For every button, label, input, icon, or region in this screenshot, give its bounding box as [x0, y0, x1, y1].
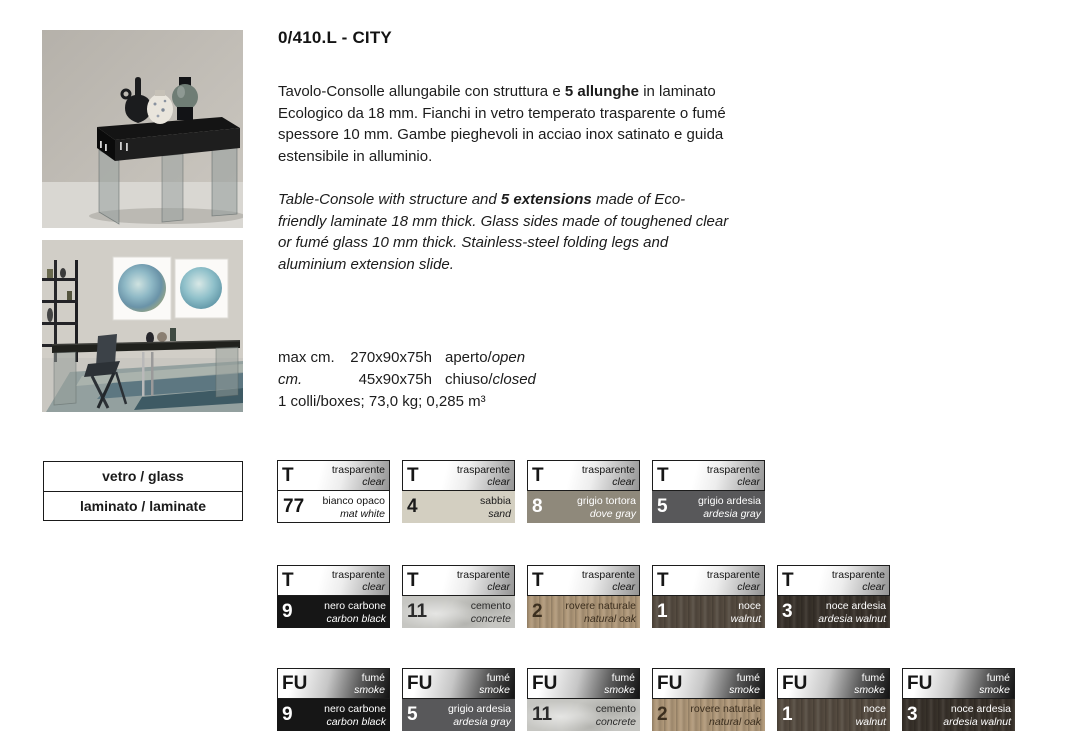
- finish-label-it: noce ardesia: [950, 703, 1011, 715]
- dim-open-state-en: open: [491, 349, 526, 366]
- laminate-finish: [402, 491, 515, 523]
- glass-label-en: smoke: [729, 684, 760, 696]
- dim-closed-size: 45x90x75h: [358, 371, 432, 388]
- glass-labels: [707, 464, 760, 488]
- glass-code: T: [282, 465, 294, 486]
- dim-open-size: 270x90x75h: [350, 349, 432, 366]
- glass-label-it: fumé: [611, 672, 635, 684]
- glass-code: FU: [532, 673, 558, 694]
- glass-finish-header: [527, 668, 640, 699]
- finish-label-it: cemento: [595, 703, 636, 715]
- finish-label-it: grigio tortora: [577, 495, 636, 507]
- glass-label-en: clear: [612, 476, 635, 488]
- finish-labels: [323, 495, 385, 520]
- glass-label-en: clear: [362, 476, 385, 488]
- dim-open-label: max cm.: [278, 349, 335, 366]
- laminate-finish: [277, 491, 390, 523]
- glass-code: T: [657, 570, 669, 591]
- dim-open-state: [445, 347, 536, 369]
- finish-label-en: concrete: [595, 715, 636, 728]
- description-english: [278, 189, 732, 275]
- laminate-finish: [277, 699, 390, 731]
- finish-code: 3: [907, 704, 918, 725]
- glass-label-en: smoke: [354, 684, 385, 696]
- finish-label-it: noce: [738, 600, 761, 612]
- finish-code: 3: [782, 601, 793, 622]
- finish-label-it: grigio ardesia: [447, 703, 511, 715]
- table-photo-illustration: [42, 240, 243, 412]
- laminate-finish: [402, 596, 515, 628]
- glass-labels: [832, 569, 885, 593]
- finish-label-en: ardesia walnut: [818, 612, 886, 625]
- material-swatch-t-5: [652, 460, 765, 523]
- legend-laminate-label: laminato / laminate: [44, 491, 242, 520]
- finish-label-it: nero carbone: [324, 703, 386, 715]
- glass-labels: [479, 672, 510, 696]
- glass-label-it: trasparente: [706, 464, 760, 476]
- glass-label-it: fumé: [986, 672, 1010, 684]
- packing-info: 1 colli/boxes; 73,0 kg; 0,285 m³: [278, 393, 486, 410]
- dim-closed-label: cm.: [278, 371, 303, 388]
- material-swatch-fu-5: [402, 668, 515, 731]
- finish-code: 4: [407, 496, 418, 517]
- glass-finish-header: [652, 668, 765, 699]
- material-swatch-t-9: [277, 565, 390, 628]
- glass-label-it: trasparente: [331, 569, 385, 581]
- finish-labels: [690, 703, 761, 728]
- glass-finish-header: [277, 668, 390, 699]
- finish-labels: [698, 495, 761, 520]
- material-swatch-fu-9: [277, 668, 390, 731]
- swatch-row-1: [277, 460, 765, 523]
- finish-labels: [324, 703, 386, 728]
- legend-glass-label: vetro / glass: [102, 468, 184, 484]
- laminate-finish: [652, 699, 765, 731]
- glass-finish-header: [527, 460, 640, 491]
- glass-labels: [354, 672, 385, 696]
- glass-label-en: clear: [737, 476, 760, 488]
- laminate-finish: [402, 699, 515, 731]
- glass-code: T: [782, 570, 794, 591]
- finish-code: 77: [283, 496, 305, 517]
- glass-code: FU: [782, 673, 808, 694]
- console-photo-illustration: [42, 30, 243, 228]
- laminate-finish: [277, 596, 390, 628]
- glass-label-it: fumé: [736, 672, 760, 684]
- glass-code: FU: [907, 673, 933, 694]
- swatch-row-3: [277, 668, 1015, 731]
- glass-code: T: [407, 465, 419, 486]
- finish-label-en: carbon black: [326, 612, 386, 625]
- laminate-finish: [652, 596, 765, 628]
- finish-code: 2: [657, 704, 668, 725]
- finish-labels: [596, 703, 636, 728]
- glass-label-en: clear: [487, 476, 510, 488]
- glass-label-it: fumé: [861, 672, 885, 684]
- glass-code: T: [657, 465, 669, 486]
- material-swatch-t-11: [402, 565, 515, 628]
- glass-label-en: clear: [487, 581, 510, 593]
- finish-code: 1: [657, 601, 668, 622]
- glass-code: T: [407, 570, 419, 591]
- glass-label-en: clear: [862, 581, 885, 593]
- finish-label-en: walnut: [730, 612, 761, 625]
- glass-label-en: clear: [362, 581, 385, 593]
- dim-closed-state-it: chiuso/: [445, 371, 493, 388]
- finish-label-en: walnut: [855, 715, 886, 728]
- dimensions-block: [278, 347, 536, 413]
- finish-code: 11: [407, 601, 428, 622]
- glass-label-it: trasparente: [706, 569, 760, 581]
- finish-label-it: nero carbone: [324, 600, 386, 612]
- laminate-finish: [777, 596, 890, 628]
- finish-labels: [577, 495, 636, 520]
- glass-labels: [979, 672, 1010, 696]
- glass-labels: [582, 569, 635, 593]
- finish-labels: [324, 600, 386, 625]
- glass-finish-header: [902, 668, 1015, 699]
- glass-label-en: clear: [612, 581, 635, 593]
- finish-labels: [943, 703, 1011, 728]
- glass-finish-header: [402, 565, 515, 596]
- material-swatch-t-3: [777, 565, 890, 628]
- glass-label-en: smoke: [979, 684, 1010, 696]
- material-swatch-t-8: [527, 460, 640, 523]
- material-swatch-fu-11: [527, 668, 640, 731]
- glass-label-it: fumé: [486, 672, 510, 684]
- glass-label-it: trasparente: [581, 464, 635, 476]
- glass-code: T: [282, 570, 294, 591]
- laminate-finish: [527, 699, 640, 731]
- glass-finish-header: [277, 565, 390, 596]
- glass-labels: [582, 464, 635, 488]
- glass-label-it: trasparente: [831, 569, 885, 581]
- finish-label-en: mat white: [340, 507, 385, 520]
- finish-label-it: noce: [863, 703, 886, 715]
- glass-finish-header: [402, 668, 515, 699]
- laminate-finish: [527, 491, 640, 523]
- glass-labels: [332, 569, 385, 593]
- laminate-finish: [652, 491, 765, 523]
- finish-labels: [818, 600, 886, 625]
- finish-code: 5: [407, 704, 418, 725]
- finish-label-it: rovere naturale: [690, 703, 761, 715]
- glass-label-it: fumé: [361, 672, 385, 684]
- finish-label-it: bianco opaco: [322, 495, 385, 507]
- finish-code: 11: [532, 704, 553, 725]
- laminate-finish: [902, 699, 1015, 731]
- console-table: [97, 117, 240, 224]
- glass-finish-header: [402, 460, 515, 491]
- glass-labels: [854, 672, 885, 696]
- glass-labels: [707, 569, 760, 593]
- glass-label-it: trasparente: [456, 569, 510, 581]
- finish-label-it: sabbia: [480, 495, 511, 507]
- finish-label-en: ardesia walnut: [943, 715, 1011, 728]
- product-photo-table-open: [42, 240, 243, 412]
- laminate-finish: [777, 699, 890, 731]
- glass-code: FU: [407, 673, 433, 694]
- description-it-text: Tavolo-Consolle allungabile con struttura e: [278, 83, 565, 100]
- glass-finish-header: [777, 668, 890, 699]
- finish-label-en: carbon black: [326, 715, 386, 728]
- page-title: 0/410.L - CITY: [278, 28, 392, 47]
- glass-label-it: trasparente: [456, 464, 510, 476]
- description-en-bold: 5 extensions: [500, 191, 592, 208]
- finish-code: 9: [282, 601, 293, 622]
- glass-label-en: smoke: [604, 684, 635, 696]
- glass-finish-header: [652, 460, 765, 491]
- glass-code: T: [532, 465, 544, 486]
- material-swatch-t-77: [277, 460, 390, 523]
- finish-label-en: dove gray: [589, 507, 636, 520]
- glass-finish-header: [652, 565, 765, 596]
- finish-code: 2: [532, 601, 543, 622]
- description-it-bold: 5 allunghe: [564, 83, 640, 100]
- glass-label-en: smoke: [479, 684, 510, 696]
- material-swatch-fu-3: [902, 668, 1015, 731]
- material-swatch-t-2: [527, 565, 640, 628]
- finish-label-en: ardesia gray: [453, 715, 511, 728]
- glass-labels: [604, 672, 635, 696]
- finish-labels: [731, 600, 761, 625]
- glass-label-en: smoke: [854, 684, 885, 696]
- laminate-finish: [527, 596, 640, 628]
- material-swatch-fu-2: [652, 668, 765, 731]
- glass-label-it: trasparente: [581, 569, 635, 581]
- finish-code: 8: [532, 496, 543, 517]
- dim-open-state-it: aperto/: [445, 349, 492, 366]
- glass-finish-header: [527, 565, 640, 596]
- dim-closed-state: [445, 369, 536, 391]
- glass-label-en: clear: [737, 581, 760, 593]
- swatch-row-2: [277, 565, 890, 628]
- finish-label-en: concrete: [470, 612, 511, 625]
- finish-labels: [565, 600, 636, 625]
- material-swatch-fu-1: [777, 668, 890, 731]
- glass-labels: [332, 464, 385, 488]
- finish-label-it: rovere naturale: [565, 600, 636, 612]
- glass-labels: [729, 672, 760, 696]
- finish-label-en: natural oak: [709, 715, 761, 728]
- material-swatch-t-1: [652, 565, 765, 628]
- finish-label-en: natural oak: [584, 612, 636, 625]
- description-italian: [278, 81, 732, 167]
- material-swatch-t-4: [402, 460, 515, 523]
- finish-label-it: noce ardesia: [825, 600, 886, 612]
- finish-labels: [480, 495, 511, 520]
- glass-labels: [457, 464, 510, 488]
- dim-closed-state-en: closed: [492, 371, 536, 388]
- glass-finish-header: [277, 460, 390, 491]
- finish-labels: [471, 600, 511, 625]
- description-en-text: Table-Console with structure and: [278, 191, 501, 208]
- glass-labels: [457, 569, 510, 593]
- materials-legend: [43, 461, 243, 521]
- glass-code: T: [532, 570, 544, 591]
- finish-labels: [856, 703, 886, 728]
- finish-code: 1: [782, 704, 793, 725]
- glass-label-it: trasparente: [331, 464, 385, 476]
- glass-finish-header: [777, 565, 890, 596]
- finish-code: 5: [657, 496, 668, 517]
- dimension-closed: [278, 369, 536, 391]
- description-en-text: made of Eco-friendly laminate 18 mm thick. Glass sides made of toughened clear or fumé glass 10 mm thick. Stainless-steel folding legs and aluminium extension slide.: [278, 191, 729, 273]
- description-it-text: in laminato Ecologico da 18 mm. Fianchi in vetro temperato trasparente o fumé spessore 10 mm. Gambe pieghevoli in acciao inox satinato e guida estensibile in alluminio.: [278, 83, 726, 165]
- finish-labels: [448, 703, 511, 728]
- product-photo-console-closed: [42, 30, 243, 228]
- finish-label-en: ardesia gray: [703, 507, 761, 520]
- wall-art: [113, 257, 228, 320]
- glass-code: FU: [657, 673, 683, 694]
- finish-label-it: grigio ardesia: [697, 495, 761, 507]
- finish-label-it: cemento: [470, 600, 511, 612]
- finish-label-en: sand: [488, 507, 511, 520]
- glass-code: FU: [282, 673, 308, 694]
- dimension-open: [278, 347, 536, 369]
- finish-code: 9: [282, 704, 293, 725]
